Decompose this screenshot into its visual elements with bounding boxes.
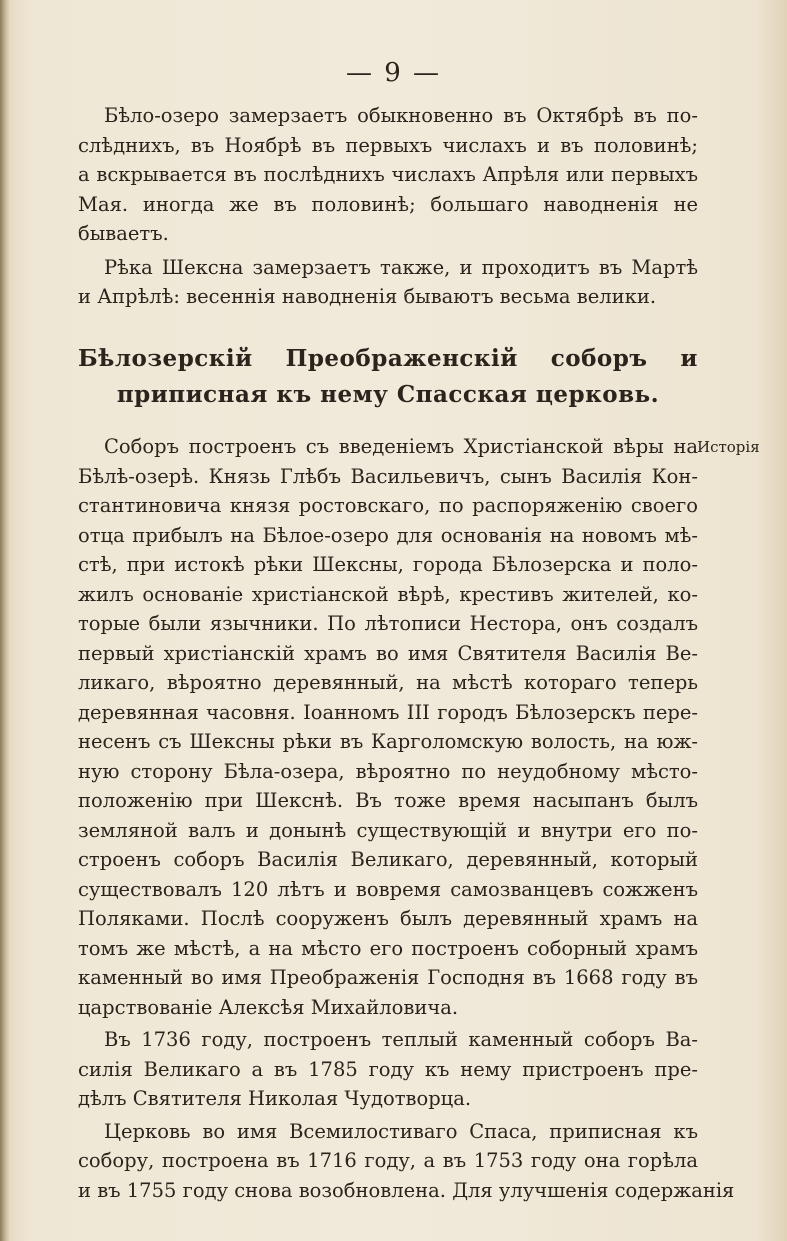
text-line: Церковь во имя Всемилостиваго Спаса, приписная къ: [104, 1119, 698, 1143]
text-line: жилъ основаніе христіанской вѣрѣ, крестивъ жителей, ко-: [78, 582, 698, 606]
text-line: Поляками. Послѣ сооруженъ былъ деревянный храмъ на: [78, 907, 698, 930]
text-line: Бѣлѣ-озерѣ. Князь Глѣбъ Васильевичъ, сынъ Василія Кон-: [78, 464, 698, 488]
heading-line: приписная къ нему Спасская церковь.: [116, 381, 660, 408]
text-line: собору, построена въ 1716 году, а въ 1753 году она горѣла: [78, 1149, 698, 1172]
text-line: отца прибылъ на Бѣлое-озеро для основанія на новомъ мѣ-: [78, 523, 698, 547]
text-line: строенъ соборъ Василія Великаго, деревянный, который: [78, 848, 698, 871]
text-line: царствованіе Алексѣя Михайловича.: [78, 995, 459, 1019]
text-line: томъ же мѣстѣ, а на мѣсто его построенъ соборный храмъ: [78, 936, 698, 960]
text-line: Рѣка Шексна замерзаетъ также, и проходитъ въ Мартѣ: [104, 255, 698, 279]
heading-line: Бѣлозерскій Преображенскій соборъ и: [78, 345, 698, 372]
text-line: Мая. иногда же въ половинѣ; большаго наводненія не: [78, 192, 698, 216]
text-line: Соборъ построенъ съ введеніемъ Христіанской вѣры на: [104, 435, 698, 458]
page-binding-edge: [0, 0, 10, 1241]
text-line: ликаго, вѣроятно деревянный, на мѣстѣ котораго теперь: [78, 671, 698, 694]
text-line: Бѣло-озеро замерзаетъ обыкновенно въ Октябрѣ въ по-: [104, 104, 698, 127]
text-line: существовалъ 120 лѣтъ и вовремя самозванцевъ сожженъ: [78, 877, 698, 901]
text-line: Въ 1736 году, построенъ теплый каменный соборъ Ва-: [104, 1028, 698, 1051]
text-line: земляной валъ и донынѣ существующій и внутри его по-: [78, 818, 698, 842]
text-line: бываетъ.: [78, 222, 169, 245]
text-line: первый христіанскій храмъ во имя Святителя Василія Ве-: [78, 641, 698, 665]
text-line: и въ 1755 году снова возобновлена. Для улучшенія содержанія: [78, 1178, 735, 1202]
text-line: слѣднихъ, въ Ноябрѣ въ первыхъ числахъ и въ половинѣ;: [78, 133, 698, 157]
text-line: деревянная часовня. Іоанномъ III городъ Бѣлозерскъ пере-: [78, 700, 698, 724]
text-line: положенію при Шекснѣ. Въ тоже время насыпанъ былъ: [78, 789, 698, 812]
intro-text: [78, 101, 698, 312]
text-line: торые были язычники. По лѣтописи Нестора, онъ создалъ: [78, 612, 698, 635]
text-line: силія Великаго а въ 1785 году къ нему пристроенъ пре-: [78, 1057, 698, 1081]
text-line: дѣлъ Святителя Николая Чудотворца.: [78, 1087, 472, 1110]
text-line: и Апрѣлѣ: весеннія наводненія бываютъ весьма велики.: [78, 285, 657, 308]
text-line: несенъ съ Шексны рѣки въ Карголомскую волость, на юж-: [78, 730, 698, 753]
text-line: стантиновича князя ростовскаго, по распоряженію своего: [78, 494, 698, 517]
text-line: а вскрывается въ послѣднихъ числахъ Апрѣля или первыхъ: [78, 163, 698, 186]
text-line: стѣ, при истокѣ рѣки Шексны, города Бѣлозерска и поло-: [78, 553, 698, 576]
section-heading: [78, 341, 698, 413]
margin-note: Исторія: [697, 438, 760, 456]
page-number: — 9 —: [345, 58, 442, 88]
text-line: ную сторону Бѣла-озера, вѣроятно по неудобному мѣсто-: [78, 759, 698, 783]
text-line: каменный во имя Преображенія Господня въ 1668 году въ: [78, 966, 698, 989]
